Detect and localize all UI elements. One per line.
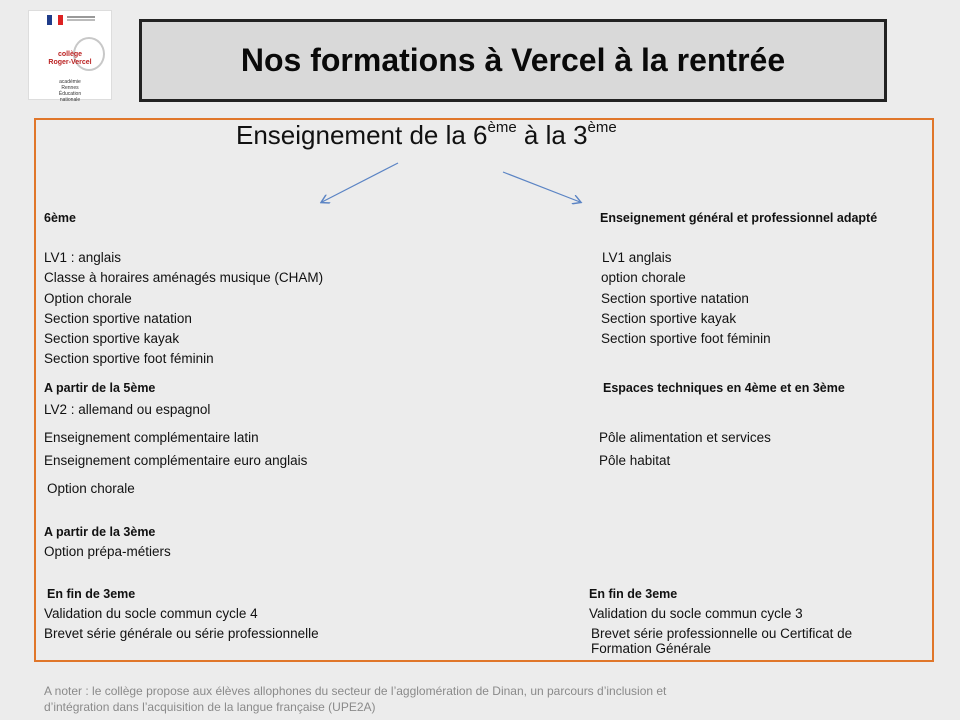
right-item-kayak: Section sportive kayak — [601, 311, 737, 326]
right-tech-heading: Espaces techniques en 4ème et en 3ème — [603, 381, 845, 395]
left-item-foot: Section sportive foot féminin — [44, 351, 214, 366]
title-box — [139, 19, 887, 102]
right-item-chorale: option chorale — [601, 270, 686, 285]
page-title: Nos formations à Vercel à la rentrée — [240, 42, 786, 78]
right-end-heading: En fin de 3eme — [589, 587, 678, 601]
republique-text-marks — [67, 16, 95, 18]
right-item-natation: Section sportive natation — [601, 291, 749, 306]
right-heading: Enseignement général et professionnel adapté — [600, 211, 878, 225]
section-subtitle: Enseignement de la 6ème à la 3ème — [236, 119, 617, 150]
left-from3-item: Option prépa-métiers — [44, 544, 171, 559]
left-item-natation: Section sportive natation — [44, 311, 192, 326]
left-item-chorale: Option chorale — [44, 291, 132, 306]
footnote: A noter : le collège propose aux élèves allophones du secteur de l’agglomération de Dinan, un parcours d’inclusion et d’intégration dans l’acquisition de la langue française (UPE2A) — [44, 684, 667, 714]
left-from5-latin: Enseignement complémentaire latin — [44, 430, 259, 445]
left-item-kayak: Section sportive kayak — [44, 331, 180, 346]
left-heading: 6ème — [44, 211, 76, 225]
left-from3-heading: A partir de la 3ème — [44, 525, 156, 539]
left-from5-euro: Enseignement complémentaire euro anglais — [44, 453, 308, 468]
right-tech-alimentation: Pôle alimentation et services — [599, 430, 771, 445]
left-end-brevet: Brevet série générale ou série professionnelle — [44, 626, 319, 641]
left-end-heading: En fin de 3eme — [47, 587, 136, 601]
right-end-socle: Validation du socle commun cycle 3 — [589, 606, 803, 621]
left-from5-heading: A partir de la 5ème — [44, 381, 156, 395]
right-end-brevet: Brevet série professionnelle ou Certificat de — [591, 626, 853, 641]
left-from5-lv2: LV2 : allemand ou espagnol — [44, 402, 211, 417]
logo-college-name: collège Roger-Vercel — [48, 51, 92, 66]
left-item-lv1: LV1 : anglais — [44, 250, 122, 265]
left-end-socle: Validation du socle commun cycle 4 — [44, 606, 258, 621]
right-tech-habitat: Pôle habitat — [599, 453, 671, 468]
right-item-lv1: LV1 anglais — [602, 250, 672, 265]
left-item-cham: Classe à horaires aménagés musique (CHAM) — [44, 270, 324, 285]
right-end-formation: Formation Générale — [591, 641, 712, 656]
college-logo — [28, 10, 112, 103]
left-option-chorale: Option chorale — [47, 481, 135, 496]
logo-academie: académie Rennes Éducation nationale — [58, 79, 82, 103]
right-item-foot: Section sportive foot féminin — [601, 331, 771, 346]
french-flag-icon — [47, 15, 63, 25]
